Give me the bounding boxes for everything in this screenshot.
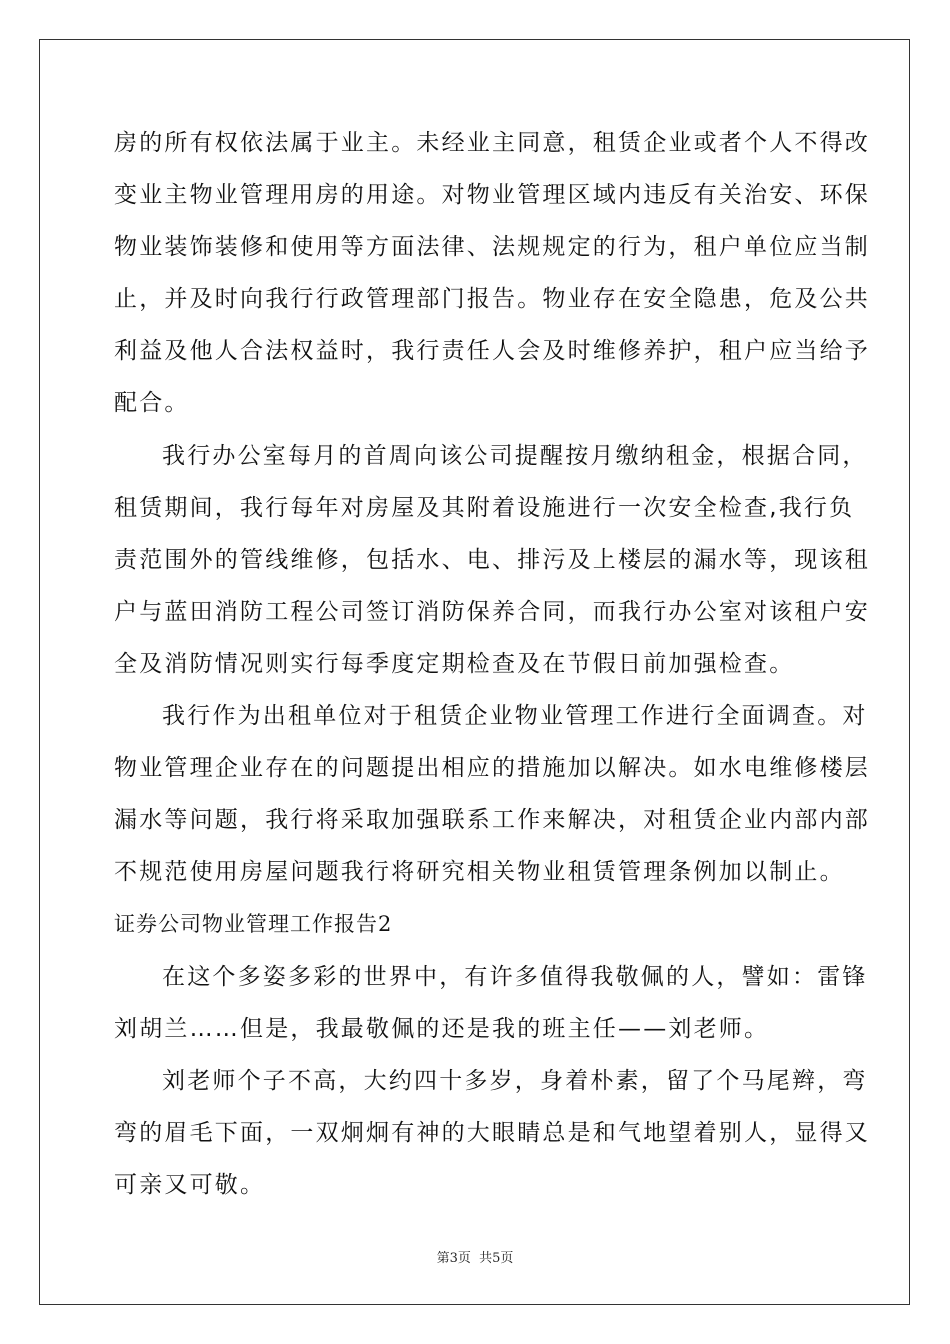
page-total: 共5页 xyxy=(479,1251,514,1266)
text-line: 配合。 xyxy=(114,390,190,417)
paragraph-start-line: 我行办公室每月的首周向该公司提醒按月缴纳租金，根据合同， xyxy=(162,442,868,469)
text-line: 刘胡兰……但是，我最敬佩的还是我的班主任——刘老师。 xyxy=(114,1015,770,1042)
text-line: 全及消防情况则实行每季度定期检查及在节假日前加强检查。 xyxy=(114,650,795,677)
text-line: 不规范使用房屋问题我行将研究相关物业租赁管理条例加以制止。 xyxy=(114,859,845,886)
paragraph-start-line: 刘老师个子不高，大约四十多岁，身着朴素，留了个马尾辫，弯 xyxy=(162,1067,868,1094)
text-line: 漏水等问题，我行将采取加强联系工作来解决，对租赁企业内部内部 xyxy=(114,807,870,834)
text-line: 租赁期间，我行每年对房屋及其附着设施进行一次安全检查,我行负 xyxy=(114,494,855,521)
text-line: 责范围外的管线维修，包括水、电、排污及上楼层的漏水等，现该租 xyxy=(114,546,870,573)
text-line: 弯的眉毛下面，一双炯炯有神的大眼睛总是和气地望着别人，显得又 xyxy=(114,1119,870,1146)
text-line: 物业管理企业存在的问题提出相应的措施加以解决。如水电维修楼层 xyxy=(114,755,870,782)
page-footer xyxy=(0,1247,950,1266)
section-heading: 证券公司物业管理工作报告2 xyxy=(114,912,393,937)
paragraph-start-line: 在这个多姿多彩的世界中，有许多值得我敬佩的人，譬如：雷锋 xyxy=(162,963,868,990)
page-number: 第3页 xyxy=(436,1251,471,1266)
text-line: 止，并及时向我行行政管理部门报告。物业存在安全隐患，危及公共 xyxy=(114,286,870,313)
text-line: 户与蓝田消防工程公司签订消防保养合同，而我行办公室对该租户安 xyxy=(114,598,870,625)
paragraph-start-line: 我行作为出租单位对于租赁企业物业管理工作进行全面调查。对 xyxy=(162,703,868,730)
text-line: 房的所有权依法属于业主。未经业主同意，租赁企业或者个人不得改 xyxy=(114,130,870,156)
text-line: 物业装饰装修和使用等方面法律、法规规定的行为，租户单位应当制 xyxy=(114,234,870,261)
text-line: 利益及他人合法权益时，我行责任人会及时维修养护，租户应当给予 xyxy=(114,338,870,365)
text-line: 可亲又可敬。 xyxy=(114,1171,266,1198)
text-line: 变业主物业管理用房的用途。对物业管理区域内违反有关治安、环保 xyxy=(114,182,870,209)
document-body xyxy=(114,127,870,1221)
